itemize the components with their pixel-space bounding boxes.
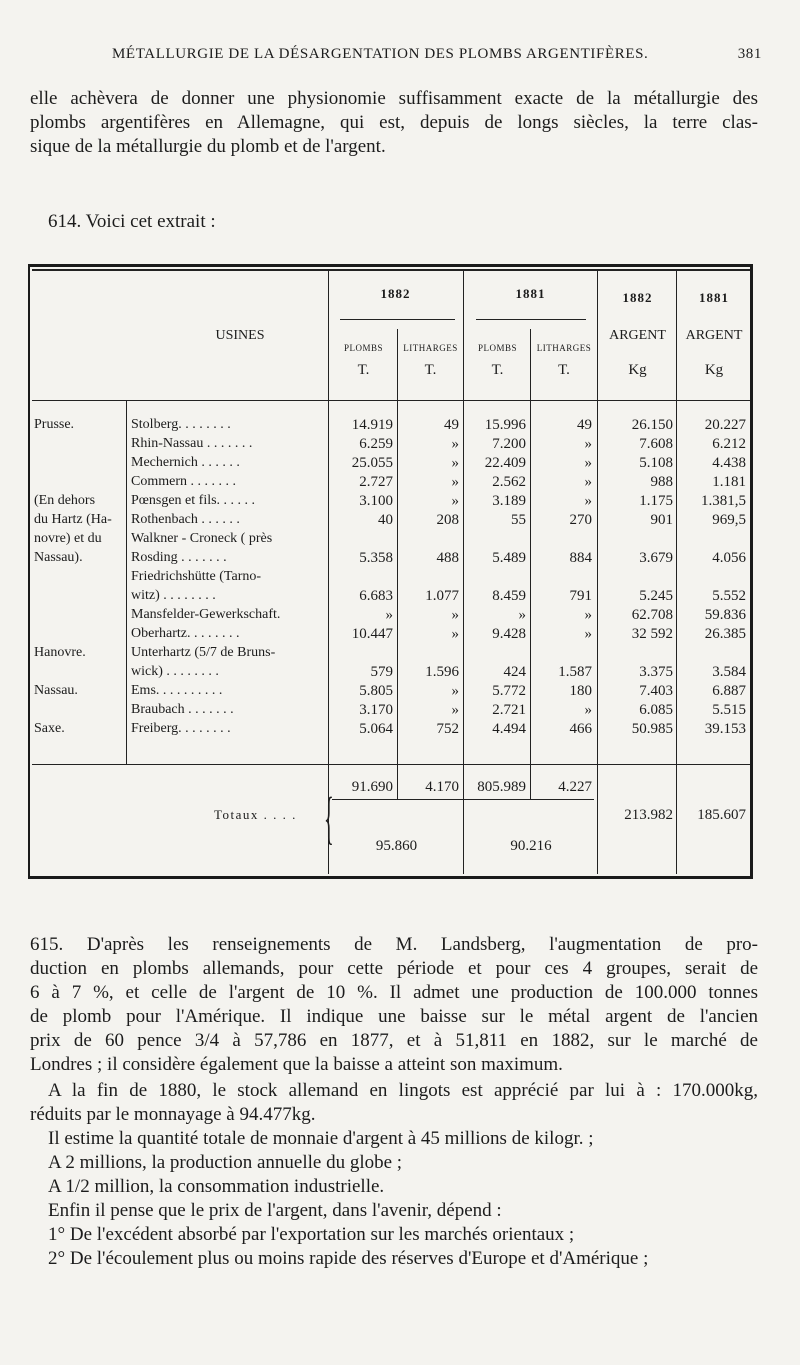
cell-a82: 3.375 <box>639 664 673 680</box>
text-line: duction en plombs allemands, pour cette période et pour ces 4 groupes, serait de <box>30 958 758 979</box>
row-usine: wick) . . . . . . . . <box>131 664 219 679</box>
cell-a81: 4.056 <box>712 550 746 566</box>
cell-l81: » <box>584 493 592 509</box>
cell-p81: 8.459 <box>492 588 526 604</box>
cell-l81: » <box>584 626 592 642</box>
row-usine: Braubach . . . . . . . <box>131 702 234 717</box>
row-usine: Unterhartz (5/7 de Bruns- <box>131 645 276 660</box>
header-argent-82: ARGENT <box>609 328 666 343</box>
text-line: 615. D'après les renseignements de M. Landsberg, l'augmentation de pro- <box>30 934 758 955</box>
row-region: Nassau). <box>34 550 83 565</box>
cell-p82: 40 <box>378 512 393 528</box>
cell-l82: 208 <box>436 512 459 528</box>
cell-l81: 270 <box>569 512 592 528</box>
text-line: A 1/2 million, la consommation industrielle. <box>48 1176 385 1197</box>
cell-l81: » <box>584 702 592 718</box>
unit-t: T. <box>558 362 570 378</box>
cell-p81: 15.996 <box>484 417 526 433</box>
cell-a81: 5.552 <box>712 588 746 604</box>
row-usine: Mansfelder-Gewerkschaft. <box>131 607 281 622</box>
cell-l82: 49 <box>444 417 459 433</box>
totals-label: Totaux . . . . <box>214 807 297 822</box>
text-line: 1° De l'excédent absorbé par l'exportation sur les marchés orientaux ; <box>48 1224 575 1245</box>
unit-t: T. <box>491 362 504 378</box>
cell-l82: » <box>451 702 459 718</box>
cell-l82: » <box>451 626 459 642</box>
header-1881-silver: 1881 <box>699 290 729 305</box>
cell-l82: » <box>451 455 459 471</box>
cell-a82: 3.679 <box>639 550 673 566</box>
cell-p81: 2.721 <box>492 702 526 718</box>
page-number: 381 <box>737 46 762 62</box>
cell-a82: 6.085 <box>639 702 673 718</box>
row-region: novre) et du <box>34 531 102 546</box>
total-sum-82: 95.860 <box>375 838 418 854</box>
row-usine: Rothenbach . . . . . . <box>131 512 240 527</box>
row-region: Hanovre. <box>34 645 86 660</box>
row-region: (En dehors <box>34 493 96 508</box>
header-plombs-82: PLOMBS <box>343 343 383 353</box>
cell-l82: » <box>451 683 459 699</box>
row-region: du Hartz (Ha- <box>34 512 112 527</box>
cell-l81: 180 <box>569 683 592 699</box>
text-line: prix de 60 pence 3/4 à 57,786 en 1877, et à 51,811 en 1882, sur le marché de <box>30 1030 758 1051</box>
row-region: Saxe. <box>34 721 65 736</box>
cell-p81: 22.409 <box>484 455 526 471</box>
cell-a82: 5.245 <box>639 588 673 604</box>
cell-a81: 6.212 <box>712 436 746 452</box>
total-plombs-82: 91.690 <box>351 779 393 795</box>
cell-p81: 55 <box>511 512 526 528</box>
cell-l81: 1.587 <box>558 664 592 680</box>
cell-p81: 5.489 <box>492 550 526 566</box>
intro-line: plombs argentifères en Allemagne, qui est, depuis de longs siècles, la terre clas- <box>30 112 758 133</box>
cell-p81: 7.200 <box>492 436 526 452</box>
cell-a81: 4.438 <box>712 455 746 471</box>
row-usine: witz) . . . . . . . . <box>131 588 216 603</box>
cell-l82: » <box>451 436 459 452</box>
cell-p81: 4.494 <box>492 721 526 737</box>
row-usine: Stolberg. . . . . . . . <box>131 417 231 432</box>
cell-a81: 969,5 <box>712 512 746 528</box>
cell-a81: 26.385 <box>704 626 746 642</box>
cell-p81: 3.189 <box>492 493 526 509</box>
cell-l82: » <box>451 493 459 509</box>
cell-a82: 1.175 <box>639 493 673 509</box>
text-line: Londres ; il considère également que la baisse a atteint son maximum. <box>30 1054 563 1075</box>
cell-a82: 7.608 <box>639 436 673 452</box>
row-region: Prusse. <box>34 417 75 432</box>
cell-a82: 901 <box>650 512 673 528</box>
cell-p82: 5.358 <box>359 550 393 566</box>
total-litharges-81: 4.227 <box>558 779 592 795</box>
text-line: 6 à 7 %, et celle de l'argent de 10 %. Il admet une production de 100.000 tonnes <box>30 982 758 1003</box>
cell-p81: 5.772 <box>492 683 526 699</box>
header-litharges-81: LITHARGES <box>536 343 592 353</box>
text-line: A 2 millions, la production annuelle du globe ; <box>48 1152 403 1173</box>
cell-p81: 2.562 <box>492 474 526 490</box>
cell-p82: » <box>385 607 393 623</box>
cell-l82: » <box>451 607 459 623</box>
section-615-paragraph <box>30 933 758 1077</box>
cell-a81: 1.381,5 <box>701 493 746 509</box>
unit-t: T. <box>357 362 370 378</box>
cell-a82: 32 592 <box>631 626 673 642</box>
header-usines: USINES <box>215 328 265 343</box>
cell-p82: 579 <box>370 664 393 680</box>
cell-a81: 1.181 <box>712 474 746 490</box>
totals-brace: { <box>324 785 334 850</box>
header-1881-lead: 1881 <box>515 286 546 301</box>
row-usine: Walkner - Croneck ( près <box>131 531 273 546</box>
row-usine: Commern . . . . . . . <box>131 474 236 489</box>
text-line: 2° De l'écoulement plus ou moins rapide des réserves d'Europe et d'Amérique ; <box>48 1248 649 1269</box>
cell-p82: 5.064 <box>359 721 393 737</box>
cell-a81: 39.153 <box>704 721 746 737</box>
cell-l81: » <box>584 474 592 490</box>
cell-a81: 59.836 <box>704 607 746 623</box>
cell-p81: 9.428 <box>492 626 526 642</box>
cell-l82: 488 <box>436 550 459 566</box>
header-argent-81: ARGENT <box>685 328 743 343</box>
cell-p82: 10.447 <box>351 626 393 642</box>
cell-l82: » <box>451 474 459 490</box>
unit-kg: Kg <box>628 362 647 378</box>
total-argent-82: 213.982 <box>624 807 673 823</box>
cell-p82: 14.919 <box>351 417 393 433</box>
unit-kg: Kg <box>704 362 724 378</box>
total-litharges-82: 4.170 <box>425 779 459 795</box>
row-usine: Pœnsgen et fils. . . . . . <box>131 493 256 508</box>
cell-l82: 752 <box>436 721 459 737</box>
row-usine: Mechernich . . . . . . <box>131 455 240 470</box>
row-usine: Rhin-Nassau . . . . . . . <box>131 436 253 451</box>
cell-l82: 1.077 <box>425 588 459 604</box>
row-region: Nassau. <box>34 683 78 698</box>
cell-l81: 884 <box>569 550 592 566</box>
cell-a82: 26.150 <box>631 417 673 433</box>
cell-p82: 5.805 <box>359 683 393 699</box>
cell-p81: 424 <box>503 664 526 680</box>
header-plombs-81: PLOMBS <box>477 343 517 353</box>
text-line: réduits par le monnayage à 94.477kg. <box>30 1104 316 1125</box>
cell-l82: 1.596 <box>425 664 459 680</box>
row-usine: Oberhartz. . . . . . . . <box>131 626 240 641</box>
header-1882-lead: 1882 <box>380 286 411 301</box>
text-line: Il estime la quantité totale de monnaie d'argent à 45 millions de kilogr. ; <box>48 1128 594 1149</box>
production-table <box>28 264 753 879</box>
cell-a82: 7.403 <box>639 683 673 699</box>
header-litharges-82: LITHARGES <box>403 343 458 353</box>
cell-p82: 3.100 <box>359 493 393 509</box>
intro-paragraph <box>30 87 758 159</box>
intro-line: elle achèvera de donner une physionomie suffisamment exacte de la métallurgie des <box>30 88 758 109</box>
cell-l81: 466 <box>569 721 592 737</box>
row-usine: Friedrichshütte (Tarno- <box>131 569 262 584</box>
cell-p82: 6.683 <box>359 588 393 604</box>
cell-a81: 20.227 <box>704 417 746 433</box>
cell-p82: 2.727 <box>359 474 393 490</box>
cell-a82: 988 <box>650 474 673 490</box>
cell-l81: » <box>584 607 592 623</box>
cell-a81: 5.515 <box>712 702 746 718</box>
total-sum-81: 90.216 <box>510 838 552 854</box>
unit-t: T. <box>424 362 437 378</box>
section-614-heading: 614. Voici cet extrait : <box>48 211 216 232</box>
row-usine: Rosding . . . . . . . <box>131 550 227 565</box>
cell-l81: 791 <box>569 588 592 604</box>
total-plombs-81: 805.989 <box>477 779 526 795</box>
total-argent-81: 185.607 <box>697 807 746 823</box>
cell-p82: 3.170 <box>359 702 393 718</box>
cell-a82: 62.708 <box>631 607 673 623</box>
text-line: Enfin il pense que le prix de l'argent, dans l'avenir, dépend : <box>48 1200 502 1221</box>
cell-l81: 49 <box>577 417 592 433</box>
cell-p81: » <box>518 607 526 623</box>
cell-l81: » <box>584 436 592 452</box>
cell-a81: 3.584 <box>712 664 746 680</box>
cell-p82: 25.055 <box>351 455 393 471</box>
row-usine: Ems. . . . . . . . . . <box>131 683 223 698</box>
text-line: A la fin de 1880, le stock allemand en lingots est apprécié par lui à : 170.000kg, <box>48 1080 758 1101</box>
text-line: de plomb pour l'Amérique. Il indique une baisse sur le métal argent de l'ancien <box>30 1006 758 1027</box>
intro-line: sique de la métallurgie du plomb et de l'argent. <box>30 136 386 157</box>
header-title: MÉTALLURGIE DE LA DÉSARGENTATION DES PLOMBS ARGENTIFÈRES. <box>112 46 649 62</box>
row-usine: Freiberg. . . . . . . . <box>131 721 231 736</box>
trailing-paragraphs <box>30 1079 758 1271</box>
cell-p82: 6.259 <box>359 436 393 452</box>
running-header <box>112 46 762 63</box>
header-1882-silver: 1882 <box>622 290 653 305</box>
cell-a82: 50.985 <box>631 721 673 737</box>
cell-a81: 6.887 <box>712 683 746 699</box>
cell-a82: 5.108 <box>639 455 673 471</box>
cell-l81: » <box>584 455 592 471</box>
